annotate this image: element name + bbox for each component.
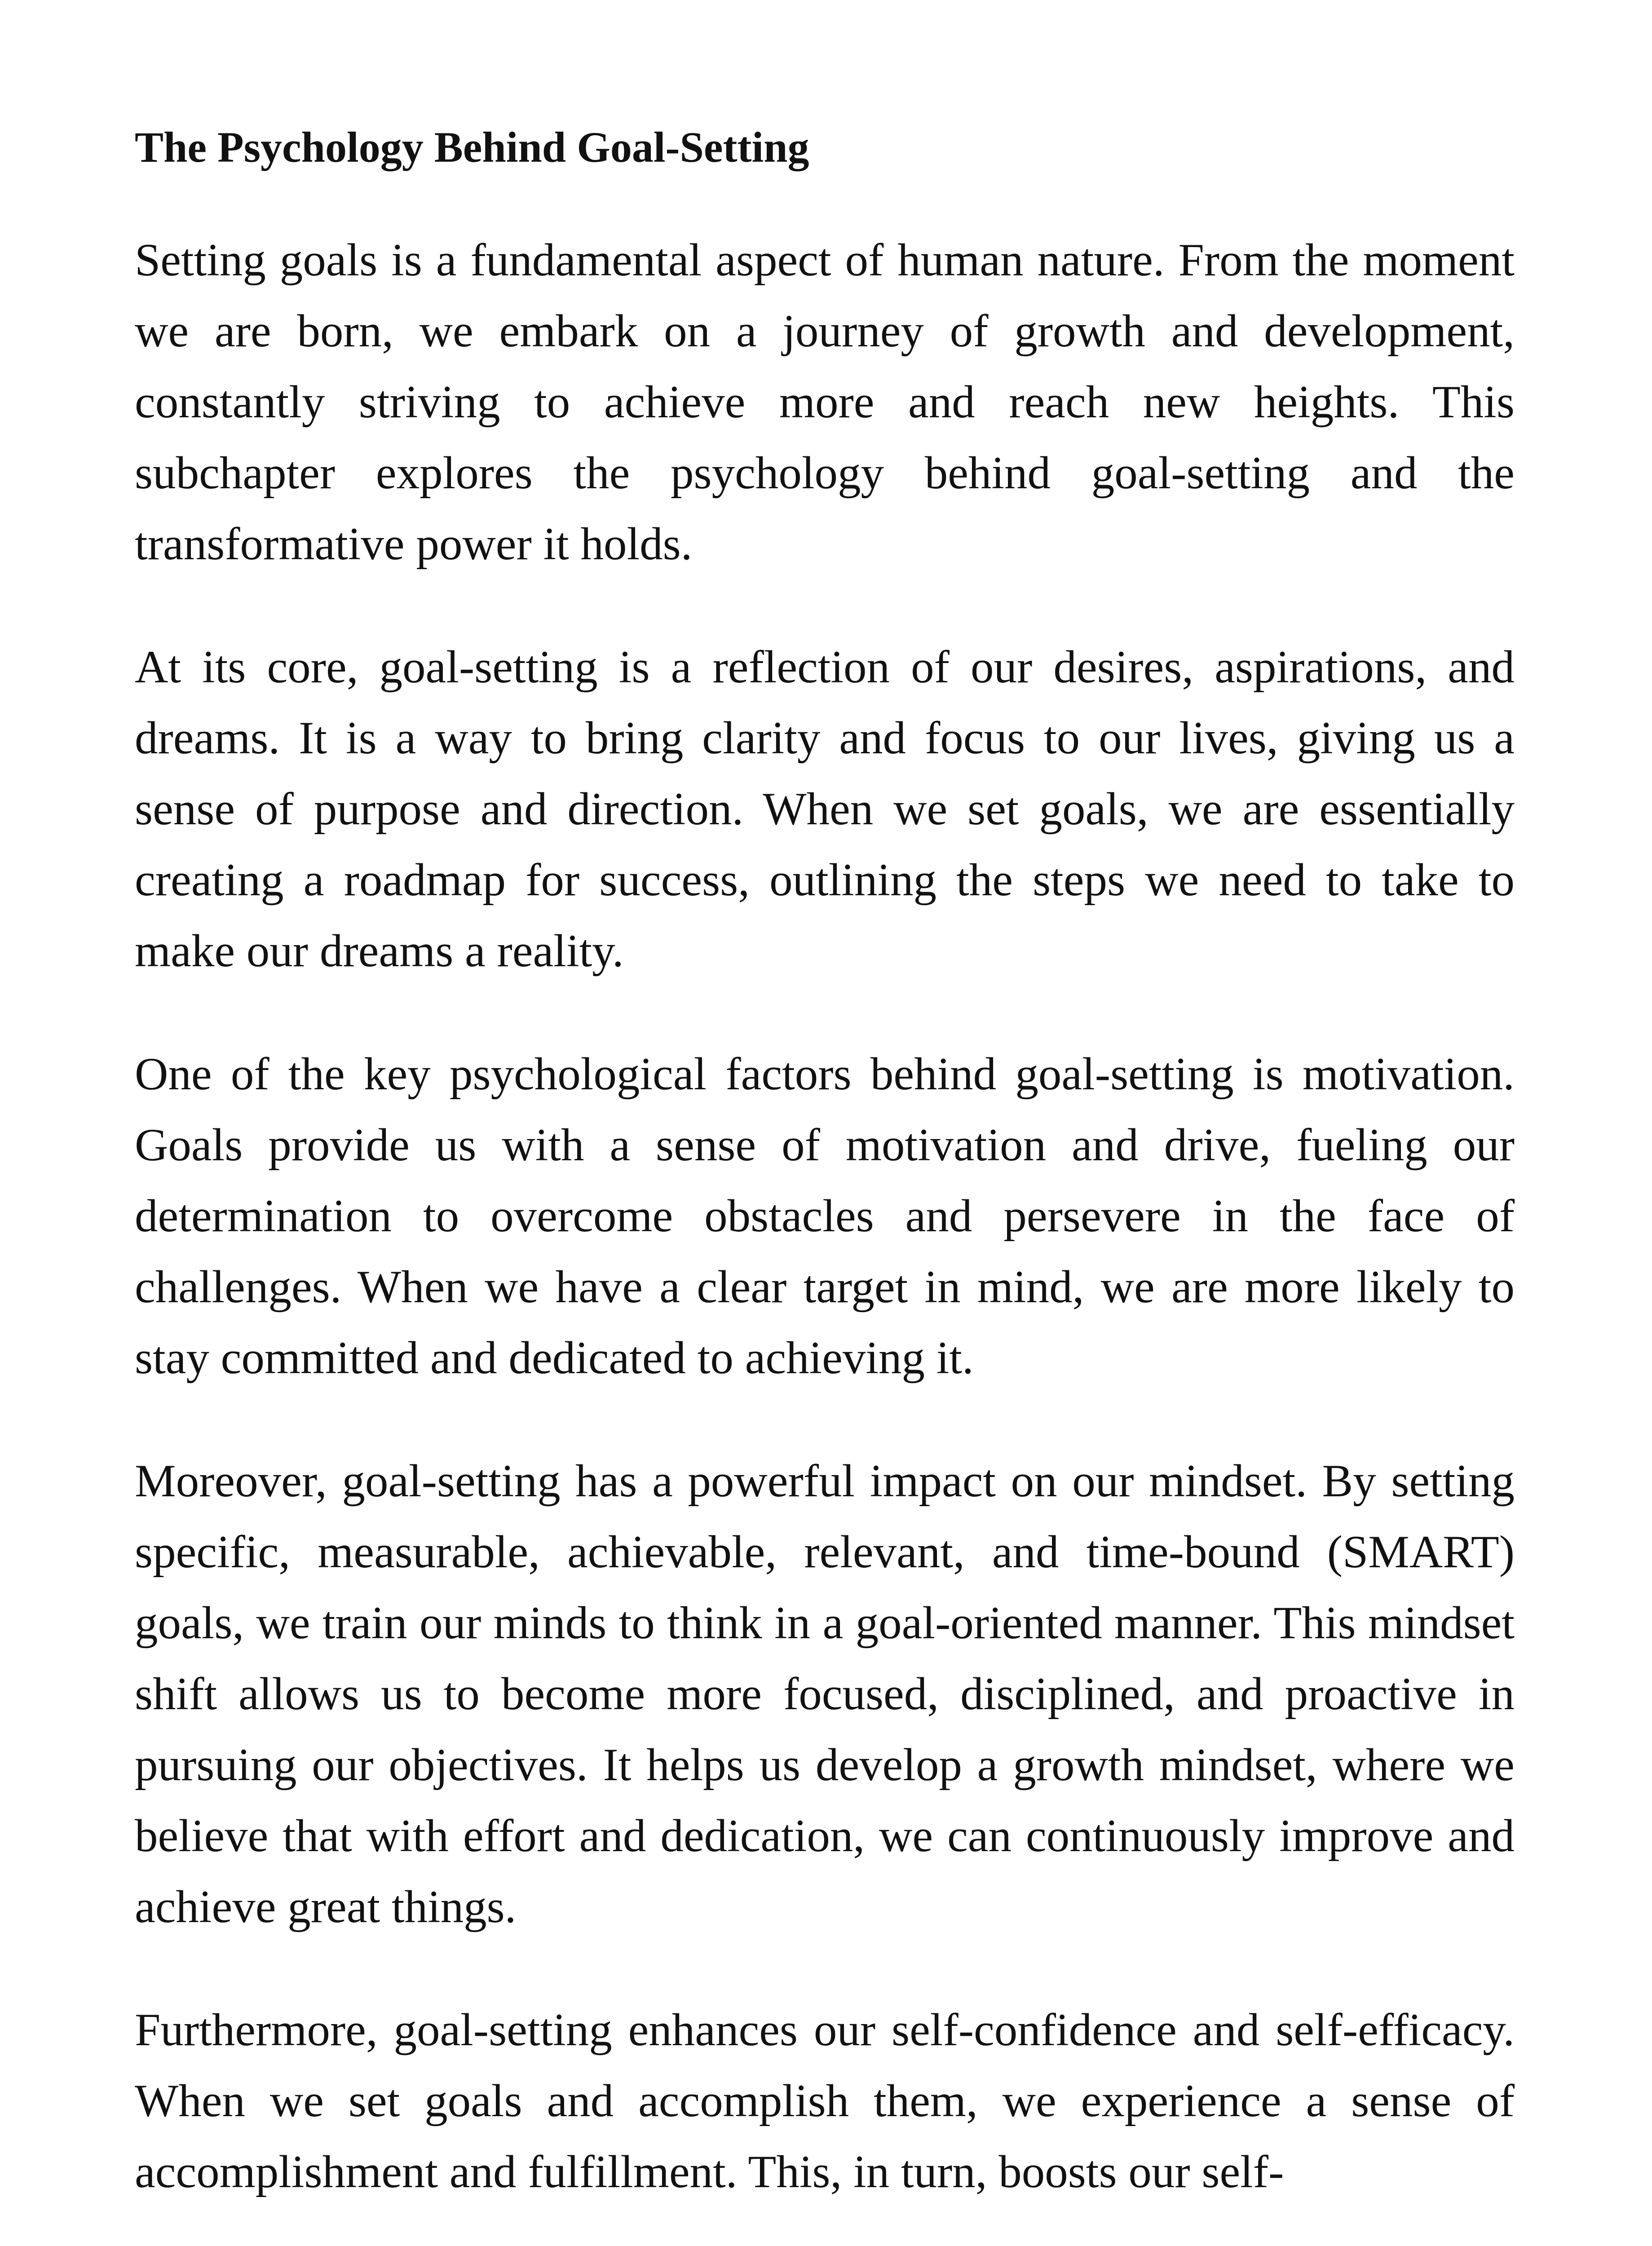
paragraph-5: Furthermore, goal-setting enhances our self-confidence and self-efficacy. When we set goals and accomplish them, we experience a sense of accomplishment and fulfillment. This, in turn, boosts our self-: [135, 2004, 1515, 2198]
page-content: [135, 121, 1515, 2246]
paragraph-3: One of the key psychological factors behind goal-setting is motivation. Goals provide us with a sense of motivation and drive, fueling our determination to overcome obstacles and persevere in the face of challenges. When we have a clear target in mind, we are more likely to stay committed and dedicated to achieving it.: [135, 1048, 1515, 1384]
paragraph-4: Moreover, goal-setting has a powerful impact on our mindset. By setting specific, measurable, achievable, relevant, and time-bound (SMART) goals, we train our minds to think in a goal-oriented manner. This mindset shift allows us to become more focused, disciplined, and proactive in pursuing our objectives. It helps us develop a growth mindset, where we believe that with effort and dedication, we can continuously improve and achieve great things.: [135, 1455, 1515, 1933]
section-heading: The Psychology Behind Goal-Setting: [135, 123, 809, 171]
paragraph-1: Setting goals is a fundamental aspect of human nature. From the moment we are born, we embark on a journey of growth and development, constantly striving to achieve more and reach new heights. This subchapter explores the psychology behind goal-setting and the transformative power it holds.: [135, 234, 1515, 570]
paragraph-2: At its core, goal-setting is a reflection of our desires, aspirations, and dreams. It is a way to bring clarity and focus to our lives, giving us a sense of purpose and direction. When we set goals, we are essentially creating a roadmap for success, outlining the steps we need to take to make our dreams a reality.: [135, 641, 1515, 977]
